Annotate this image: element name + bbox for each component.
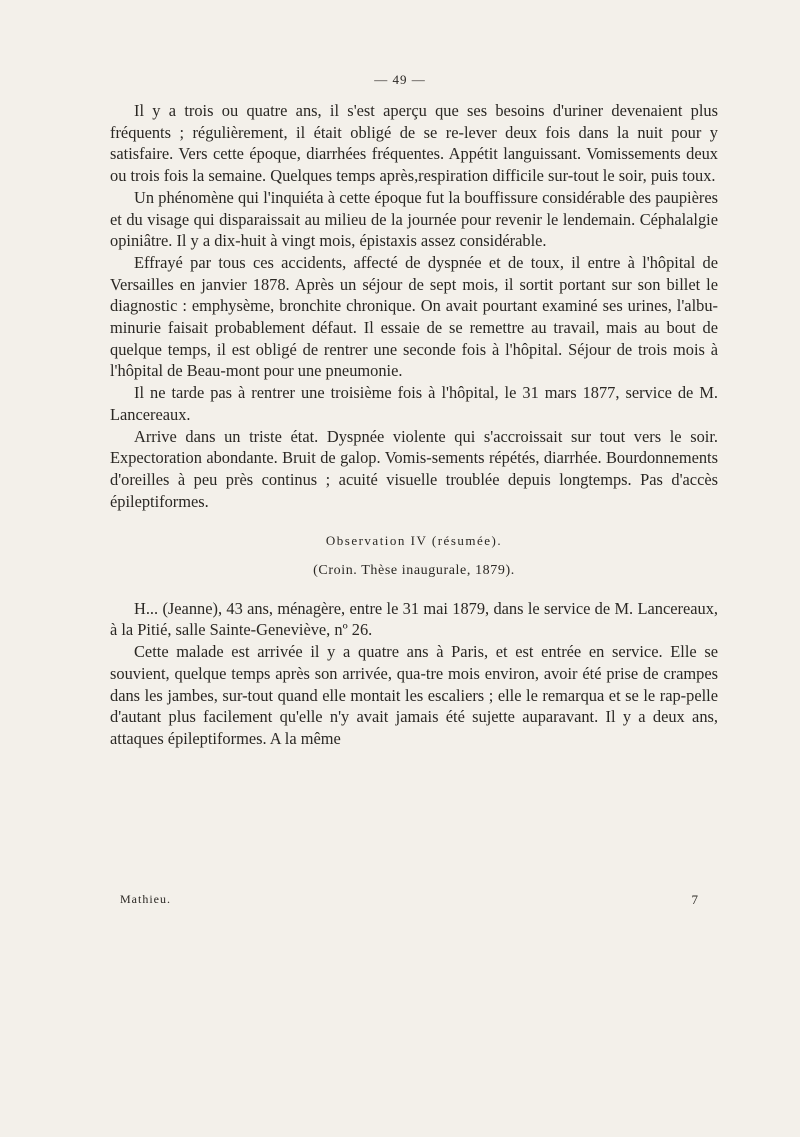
citation: (Croin. Thèse inaugurale, 1879).: [313, 563, 515, 579]
page-number: — 49 —: [374, 72, 426, 87]
page-footer: [110, 892, 718, 908]
paragraph: Effrayé par tous ces accidents, affecté de dyspnée et de toux, il entre à l'hôpital de Versailles en janvier 1878. Après un séjour de sept mois, il sortit portant sur son billet le diagnostic : emphysème, bronchite chronique. On avait pourtant examiné ses urines, l'albu-minurie faisait probablement défaut. Il essaie de se remettre au travail, mais au bout de quelque temps, il est obligé de rentrer une seconde fois à l'hôpital. Séjour de trois mois à l'hôpital de Beau-mont pour une pneumonie.: [110, 252, 718, 381]
signature-number: 7: [691, 892, 698, 907]
observation-heading: Observation IV (résumée).: [325, 533, 503, 549]
paragraph: Un phénomène qui l'inquiéta à cette époque fut la bouffissure considérable des paupières et du visage qui disparaissait au milieu de la journée pour revenir le lendemain. Céphalalgie opiniâtre. Il y a dix-huit à vingt mois, épistaxis assez considérable.: [110, 187, 718, 251]
printer-signature: Mathieu.: [120, 892, 171, 906]
paragraph: Il y a trois ou quatre ans, il s'est aperçu que ses besoins d'uriner devenaient plus fréquents ; régulièrement, il était obligé de se re-lever deux fois dans la nuit pour y satisfaire. Vers cette époque, diarrhées fréquentes. Appétit languissant. Vomissements deux ou trois fois la semaine. Quelques temps après,respiration difficile sur-tout le soir, puis toux.: [110, 101, 718, 186]
paragraph: Cette malade est arrivée il y a quatre ans à Paris, et est entrée en service. Elle se souvient, quelque temps après son arrivée, qua-tre mois environ, avoir été prise de crampes dans les jambes, sur-tout quand elle montait les escaliers ; elle le remarqua et se le rap-pelle d'autant plus facilement qu'elle n'y avait jamais été sujette auparavant. Il y a deux ans, attaques épileptiformes. A la même: [110, 642, 718, 748]
body-text: [110, 100, 718, 750]
paragraph: H... (Jeanne), 43 ans, ménagère, entre le 31 mai 1879, dans le service de M. Lancereaux, à la Pitié, salle Sainte-Geneviève, nº 26.: [110, 598, 718, 640]
paragraph: Arrive dans un triste état. Dyspnée violente qui s'accroissait sur tout vers le soir. Expectoration abondante. Bruit de galop. Vomis-sements répétés, diarrhée. Bourdonnements d'oreilles à peu près continus ; acuité visuelle troublée depuis longtemps. Pas d'accès épileptiformes.: [110, 426, 718, 511]
paragraph: Il ne tarde pas à rentrer une troisième fois à l'hôpital, le 31 mars 1877, service de M. Lancereaux.: [110, 383, 718, 424]
